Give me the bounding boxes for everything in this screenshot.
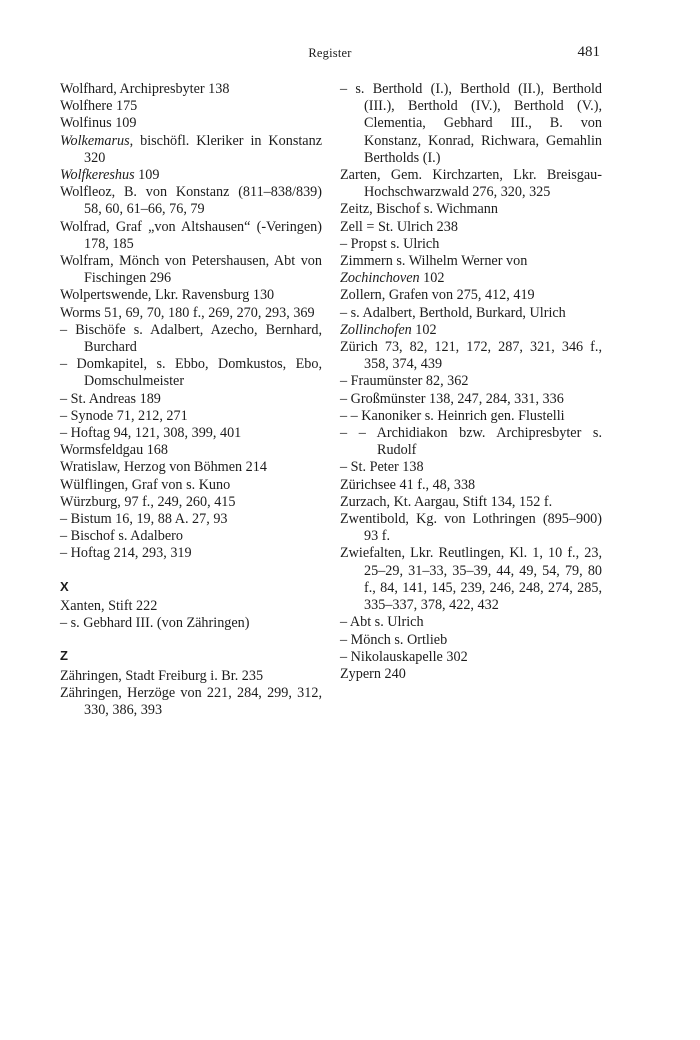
index-subentry: – Bischöfe s. Adalbert, Azecho, Bernhard, Burchard bbox=[60, 321, 322, 356]
page-number: 481 bbox=[577, 44, 600, 60]
index-entry-italic-term: Wolfkereshus bbox=[60, 167, 135, 184]
index-subentry: – Domkapitel, s. Ebbo, Domkustos, Ebo, Domschulmeister bbox=[60, 356, 322, 390]
index-subentry: – Hoftag 214, 293, 319 bbox=[60, 545, 192, 562]
index-subentry: – Fraumünster 82, 362 bbox=[340, 373, 469, 390]
index-entry: Zwentibold, Kg. von Lothringen (895–900) 93 f. bbox=[340, 511, 602, 545]
index-entry: Wolfleoz, B. von Konstanz (811–838/839) 58, 60, 61–66, 76, 79 bbox=[60, 184, 322, 218]
index-entry: Zeitz, Bischof s. Wichmann bbox=[340, 201, 498, 218]
index-entry: Wolfram, Mönch von Petershausen, Abt von Fischingen 296 bbox=[60, 253, 322, 287]
index-entry: Wolfrad, Graf „von Altshausen“ (-Veringen) 178, 185 bbox=[60, 218, 322, 252]
section-letter-z: Z bbox=[60, 648, 68, 664]
index-subentry: – Mönch s. Ortlieb bbox=[340, 631, 448, 648]
index-column-left bbox=[60, 81, 322, 719]
index-entry-italic-term: Wolkemarus bbox=[60, 132, 130, 149]
index-entry: Zurzach, Kt. Aargau, Stift 134, 152 f. bbox=[340, 493, 553, 510]
index-entry: Zähringen, Herzöge von 221, 284, 299, 312, 330, 386, 393 bbox=[60, 684, 322, 718]
index-subentry: – Abt s. Ulrich bbox=[340, 614, 424, 631]
index-entry: Zollern, Grafen von 275, 412, 419 bbox=[340, 287, 535, 304]
index-subentry: – s. Berthold (I.), Berthold (II.), Berthold (III.), Berthold (IV.), Berthold (V.), Clementia, Gebhard III., B. von Konstanz, Konrad, Richwara, Gemahlin Bertholds (I.) bbox=[340, 81, 602, 166]
index-entry-text: 109 bbox=[134, 167, 160, 184]
index-entry: Worms 51, 69, 70, 180 f., 269, 270, 293, 369 bbox=[60, 304, 315, 321]
index-entry: Wolfinus 109 bbox=[60, 115, 137, 132]
running-head bbox=[60, 44, 600, 64]
index-entry: Zwiefalten, Lkr. Reutlingen, Kl. 1, 10 f., 23, 25–29, 31–33, 35–39, 44, 49, 54, 79, 80 f., 84, 141, 145, 239, 246, 248, 274, 285, 335–337, 378, 422, 432 bbox=[340, 545, 602, 614]
index-entry: Wülflingen, Graf von s. Kuno bbox=[60, 476, 231, 493]
index-entry bbox=[60, 167, 322, 184]
index-subentry: – Nikolauskapelle 302 bbox=[340, 648, 468, 665]
index-entry: Zimmern s. Wilhelm Werner von bbox=[340, 253, 528, 270]
index-entry: Würzburg, 97 f., 249, 260, 415 bbox=[60, 493, 236, 510]
index-entry: Zarten, Gem. Kirchzarten, Lkr. Breisgau-Hochschwarzwald 276, 320, 325 bbox=[340, 167, 602, 201]
index-entry-italic-term: Zollinchofen bbox=[340, 321, 412, 338]
index-entry: Zähringen, Stadt Freiburg i. Br. 235 bbox=[60, 667, 264, 684]
index-subentry: – St. Andreas 189 bbox=[60, 390, 161, 407]
index-subentry: – – Archidiakon bzw. Archipresbyter s. Rudolf bbox=[340, 425, 602, 459]
index-entry: Xanten, Stift 222 bbox=[60, 597, 158, 614]
index-entries-x bbox=[60, 598, 322, 632]
index-entry: Zürichsee 41 f., 48, 338 bbox=[340, 476, 476, 493]
index-subentry: – Großmünster 138, 247, 284, 331, 336 bbox=[340, 390, 564, 407]
index-entries-w bbox=[60, 81, 322, 563]
index-subentry: – Hoftag 94, 121, 308, 399, 401 bbox=[60, 425, 242, 442]
index-entry: Wolfhere 175 bbox=[60, 98, 138, 115]
index-subentry: – Synode 71, 212, 271 bbox=[60, 407, 188, 424]
running-head-title: Register bbox=[308, 46, 352, 60]
index-subentry: – Propst s. Ulrich bbox=[340, 235, 440, 252]
index-entry: Wolpertswende, Lkr. Ravensburg 130 bbox=[60, 287, 275, 304]
index-subentry: – Bischof s. Adalbero bbox=[60, 528, 183, 545]
index-entry: Wratislaw, Herzog von Böhmen 214 bbox=[60, 459, 267, 476]
index-entry: Zell = St. Ulrich 238 bbox=[340, 218, 458, 235]
index-column-right bbox=[340, 81, 602, 683]
index-subentry: – s. Gebhard III. (von Zähringen) bbox=[60, 615, 250, 632]
index-entry bbox=[60, 133, 322, 167]
index-entry-text: 102 bbox=[411, 321, 437, 338]
index-entry: Zypern 240 bbox=[340, 665, 406, 682]
index-entry bbox=[340, 270, 602, 287]
index-subentry: – Bistum 16, 19, 88 A. 27, 93 bbox=[60, 511, 228, 528]
index-entry-text: 102 bbox=[419, 270, 445, 287]
index-entry: Wolfhard, Archipresbyter 138 bbox=[60, 81, 230, 97]
section-letter-x: X bbox=[60, 578, 69, 594]
index-subentry: – – Kanoniker s. Heinrich gen. Flustelli bbox=[340, 407, 565, 424]
index-entries-z bbox=[60, 668, 322, 720]
index-entry: Zürich 73, 82, 121, 172, 287, 321, 346 f., 358, 374, 439 bbox=[340, 339, 602, 373]
index-entry-text: , bischöfl. Kleriker in Konstanz 320 bbox=[84, 132, 322, 166]
index-entry-italic-term: Zochinchoven bbox=[340, 270, 420, 287]
index-entry: Wormsfeldgau 168 bbox=[60, 442, 168, 459]
index-entries-z-continued bbox=[340, 81, 602, 683]
index-subentry: – s. Adalbert, Berthold, Burkard, Ulrich bbox=[340, 304, 566, 321]
index-entry bbox=[340, 322, 602, 339]
index-subentry: – St. Peter 138 bbox=[340, 459, 424, 476]
